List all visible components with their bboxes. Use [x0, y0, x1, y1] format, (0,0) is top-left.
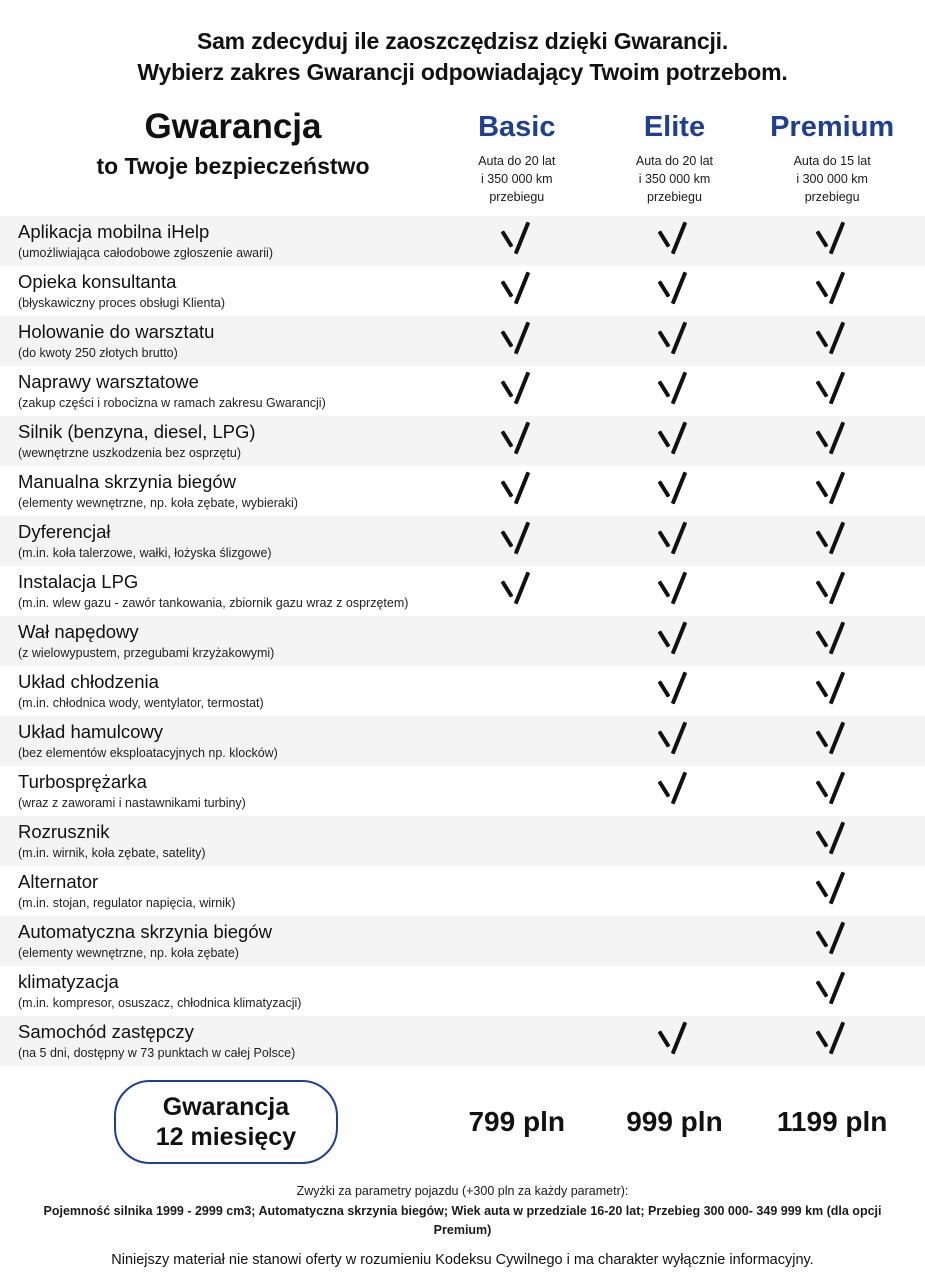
guarantee-line-1: Gwarancja — [162, 1093, 290, 1122]
check-icon — [655, 468, 693, 512]
fineprint-line-1: Zwyżki za parametry pojazdu (+300 pln za każdy parametr): — [296, 1184, 629, 1199]
check-icon — [813, 668, 851, 712]
feature-title: Układ chłodzenia — [18, 671, 159, 693]
feature-mark-premium — [753, 518, 911, 564]
feature-cell — [14, 471, 438, 511]
feature-title: Dyferencjał — [18, 521, 111, 543]
feature-mark-basic — [438, 518, 596, 564]
table-row — [0, 616, 925, 666]
check-icon — [498, 568, 536, 612]
plan-desc-elite-line-3: przebiegu — [647, 190, 702, 205]
check-icon — [813, 568, 851, 612]
check-icon — [498, 368, 536, 412]
feature-mark-elite — [596, 818, 754, 864]
check-icon — [813, 518, 851, 562]
feature-mark-basic — [438, 468, 596, 514]
plan-desc-elite — [596, 152, 754, 206]
table-row — [0, 516, 925, 566]
feature-title: Turbosprężarka — [18, 771, 147, 793]
feature-mark-basic — [438, 368, 596, 414]
feature-mark-elite — [596, 918, 754, 964]
feature-title: Alternator — [18, 871, 99, 893]
feature-mark-elite — [596, 518, 754, 564]
check-icon — [813, 818, 851, 862]
check-icon — [813, 918, 851, 962]
feature-subtitle: (na 5 dni, dostępny w 73 punktach w całej Polsce) — [18, 1045, 296, 1060]
feature-mark-basic — [438, 818, 596, 864]
check-icon — [813, 968, 851, 1012]
check-icon — [655, 368, 693, 412]
feature-mark-elite — [596, 968, 754, 1014]
feature-mark-basic — [438, 668, 596, 714]
feature-mark-basic — [438, 968, 596, 1014]
plan-name-premium: Premium — [770, 111, 895, 144]
check-icon — [813, 468, 851, 512]
check-icon — [813, 718, 851, 762]
price-basic: 799 pln — [468, 1106, 565, 1138]
table-row — [0, 766, 925, 816]
check-icon — [813, 1018, 851, 1062]
check-icon — [813, 368, 851, 412]
feature-cell — [14, 771, 438, 811]
feature-mark-elite — [596, 368, 754, 414]
table-row — [0, 366, 925, 416]
check-icon — [655, 268, 693, 312]
feature-title: Układ hamulcowy — [18, 721, 163, 743]
check-icon — [813, 868, 851, 912]
feature-mark-elite — [596, 718, 754, 764]
feature-mark-basic — [438, 218, 596, 264]
check-icon — [655, 418, 693, 462]
feature-mark-premium — [753, 668, 911, 714]
feature-mark-premium — [753, 268, 911, 314]
plan-column-elite — [596, 102, 754, 206]
feature-title: Automatyczna skrzynia biegów — [18, 921, 272, 943]
check-icon — [655, 668, 693, 712]
feature-mark-basic — [438, 318, 596, 364]
feature-mark-elite — [596, 468, 754, 514]
check-icon — [498, 318, 536, 362]
feature-mark-premium — [753, 718, 911, 764]
plan-desc-basic-line-1: Auta do 20 lat — [478, 153, 556, 168]
feature-mark-premium — [753, 768, 911, 814]
table-row — [0, 666, 925, 716]
feature-cell — [14, 621, 438, 661]
feature-mark-basic — [438, 568, 596, 614]
feature-subtitle: (wraz z zaworami i nastawnikami turbiny) — [18, 795, 246, 810]
plan-desc-elite-line-1: Auta do 20 lat — [635, 153, 714, 168]
brand-subtitle: to Twoje bezpieczeństwo — [96, 152, 370, 179]
feature-cell — [14, 871, 438, 911]
feature-title: Holowanie do warsztatu — [18, 321, 215, 343]
feature-mark-premium — [753, 218, 911, 264]
feature-mark-basic — [438, 868, 596, 914]
plan-desc-elite-line-2: i 350 000 km — [638, 172, 711, 187]
feature-mark-basic — [438, 768, 596, 814]
fineprint-line-3: Niniejszy materiał nie stanowi oferty w rozumieniu Kodeksu Cywilnego i ma charakter wyłącznie informacyjny. — [111, 1252, 814, 1269]
table-row — [0, 216, 925, 266]
feature-mark-elite — [596, 268, 754, 314]
check-icon — [655, 218, 693, 262]
guarantee-cell — [14, 1080, 438, 1164]
headline-line-1: Sam zdecyduj ile zaoszczędzisz dzięki Gwarancji. — [196, 28, 729, 54]
feature-mark-basic — [438, 918, 596, 964]
brand-cell — [14, 102, 438, 179]
feature-mark-premium — [753, 568, 911, 614]
feature-cell — [14, 371, 438, 411]
table-row — [0, 866, 925, 916]
table-row — [0, 416, 925, 466]
brand-title: Gwarancja — [144, 107, 322, 147]
guarantee-line-2: 12 miesięcy — [155, 1123, 297, 1152]
check-icon — [498, 418, 536, 462]
feature-subtitle: (do kwoty 250 złotych brutto) — [18, 345, 178, 360]
plan-desc-basic-line-3: przebiegu — [489, 190, 545, 205]
feature-mark-premium — [753, 1018, 911, 1064]
headline — [0, 0, 925, 94]
plan-desc-basic — [438, 152, 596, 206]
check-icon — [498, 518, 536, 562]
check-icon — [655, 568, 693, 612]
feature-title: Silnik (benzyna, diesel, LPG) — [18, 421, 256, 443]
table-row — [0, 966, 925, 1016]
check-icon — [655, 518, 693, 562]
plan-desc-premium-line-3: przebiegu — [804, 190, 860, 205]
plan-desc-premium-line-2: i 300 000 km — [796, 172, 868, 187]
feature-subtitle: (m.in. kompresor, osuszacz, chłodnica klimatyzacji) — [18, 995, 302, 1010]
headline-line-2: Wybierz zakres Gwarancji odpowiadający Twoim potrzebom. — [137, 59, 788, 86]
fineprint-line-2: Pojemność silnika 1999 - 2999 cm3; Automatyczna skrzynia biegów; Wiek auta w przedziale 16-20 lat; Przebieg 300 000- 349 999 km (dla opcji Premium) — [43, 1203, 882, 1238]
feature-cell — [14, 421, 438, 461]
feature-mark-basic — [438, 618, 596, 664]
feature-title: Naprawy warsztatowe — [18, 371, 199, 393]
feature-mark-elite — [596, 418, 754, 464]
feature-cell — [14, 1021, 438, 1061]
table-row — [0, 816, 925, 866]
price-row — [0, 1066, 925, 1168]
check-icon — [813, 268, 851, 312]
feature-mark-premium — [753, 968, 911, 1014]
feature-cell — [14, 221, 438, 261]
feature-title: Opieka konsultanta — [18, 271, 177, 293]
check-icon — [655, 1018, 693, 1062]
plan-column-basic — [438, 102, 596, 206]
feature-cell — [14, 971, 438, 1011]
table-row — [0, 466, 925, 516]
table-row — [0, 316, 925, 366]
feature-title: klimatyzacja — [18, 971, 119, 993]
guarantee-badge — [114, 1080, 338, 1164]
table-row — [0, 916, 925, 966]
price-premium: 1199 pln — [776, 1106, 888, 1138]
plan-desc-premium — [753, 152, 911, 206]
feature-mark-premium — [753, 418, 911, 464]
feature-mark-premium — [753, 918, 911, 964]
feature-subtitle: (elementy wewnętrzne, np. koła zębate) — [18, 945, 239, 960]
feature-mark-basic — [438, 418, 596, 464]
feature-subtitle: (m.in. wlew gazu - zawór tankowania, zbiornik gazu wraz z osprzętem) — [18, 595, 409, 610]
check-icon — [813, 768, 851, 812]
feature-mark-basic — [438, 1018, 596, 1064]
feature-mark-premium — [753, 468, 911, 514]
feature-subtitle: (m.in. koła talerzowe, wałki, łożyska ślizgowe) — [18, 545, 272, 560]
check-icon — [498, 268, 536, 312]
feature-mark-elite — [596, 318, 754, 364]
feature-mark-premium — [753, 368, 911, 414]
feature-title: Rozrusznik — [18, 821, 110, 843]
feature-cell — [14, 921, 438, 961]
feature-table — [0, 216, 925, 1066]
feature-mark-premium — [753, 818, 911, 864]
feature-mark-premium — [753, 318, 911, 364]
check-icon — [813, 218, 851, 262]
plans-header-row — [0, 94, 925, 206]
plan-name-basic: Basic — [478, 111, 556, 144]
feature-subtitle: (m.in. wirnik, koła zębate, satelity) — [18, 845, 206, 860]
feature-cell — [14, 721, 438, 761]
check-icon — [655, 318, 693, 362]
feature-title: Manualna skrzynia biegów — [18, 471, 237, 493]
feature-cell — [14, 321, 438, 361]
feature-subtitle: (umożliwiająca całodobowe zgłoszenie awarii) — [18, 245, 273, 260]
price-elite: 999 pln — [626, 1106, 723, 1138]
feature-mark-premium — [753, 868, 911, 914]
fineprint — [0, 1168, 925, 1268]
plan-desc-premium-line-1: Auta do 15 lat — [793, 153, 871, 168]
feature-mark-basic — [438, 718, 596, 764]
feature-mark-premium — [753, 618, 911, 664]
feature-title: Samochód zastępczy — [18, 1021, 194, 1043]
check-icon — [813, 618, 851, 662]
feature-cell — [14, 271, 438, 311]
feature-cell — [14, 571, 438, 611]
feature-mark-elite — [596, 568, 754, 614]
table-row — [0, 716, 925, 766]
check-icon — [813, 318, 851, 362]
check-icon — [813, 418, 851, 462]
feature-mark-elite — [596, 768, 754, 814]
check-icon — [498, 468, 536, 512]
feature-title: Wał napędowy — [18, 621, 139, 643]
feature-subtitle: (z wielowypustem, przegubami krzyżakowymi) — [18, 645, 275, 660]
feature-mark-elite — [596, 668, 754, 714]
plan-name-elite: Elite — [643, 111, 706, 144]
feature-mark-basic — [438, 268, 596, 314]
check-icon — [655, 768, 693, 812]
check-icon — [498, 218, 536, 262]
feature-mark-elite — [596, 1018, 754, 1064]
feature-mark-elite — [596, 218, 754, 264]
table-row — [0, 266, 925, 316]
feature-cell — [14, 821, 438, 861]
feature-subtitle: (elementy wewnętrzne, np. koła zębate, wybieraki) — [18, 495, 298, 510]
table-row — [0, 1016, 925, 1066]
feature-title: Instalacja LPG — [18, 571, 139, 593]
check-icon — [655, 718, 693, 762]
feature-title: Aplikacja mobilna iHelp — [18, 221, 210, 243]
feature-cell — [14, 671, 438, 711]
feature-subtitle: (m.in. chłodnica wody, wentylator, termostat) — [18, 695, 264, 710]
plan-column-premium — [753, 102, 911, 206]
feature-mark-elite — [596, 618, 754, 664]
check-icon — [655, 618, 693, 662]
table-row — [0, 566, 925, 616]
feature-subtitle: (m.in. stojan, regulator napięcia, wirnik) — [18, 895, 236, 910]
feature-mark-elite — [596, 868, 754, 914]
feature-subtitle: (błyskawiczny proces obsługi Klienta) — [18, 295, 226, 310]
feature-subtitle: (bez elementów eksploatacyjnych np. klocków) — [18, 745, 278, 760]
plan-desc-basic-line-2: i 350 000 km — [481, 172, 553, 187]
feature-subtitle: (wewnętrzne uszkodzenia bez osprzętu) — [18, 445, 242, 460]
feature-cell — [14, 521, 438, 561]
feature-subtitle: (zakup części i robocizna w ramach zakresu Gwarancji) — [18, 395, 326, 410]
